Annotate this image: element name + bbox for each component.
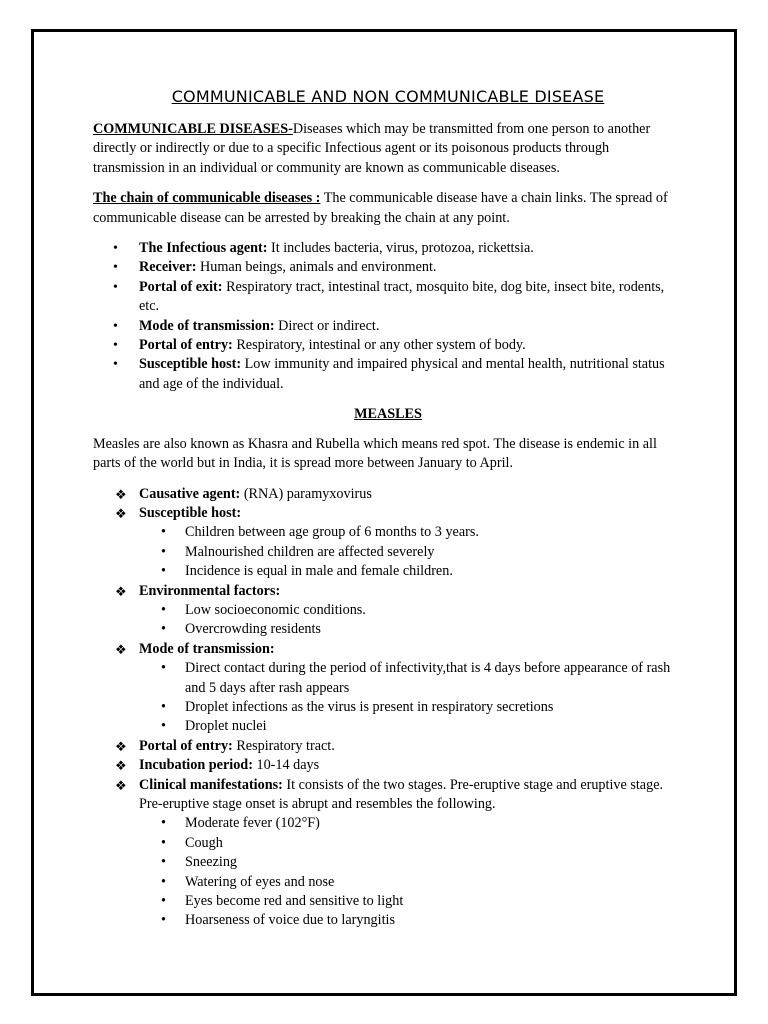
bullet-icon: • bbox=[161, 563, 166, 580]
list-item: ❖ Portal of entry: Respiratory tract. bbox=[93, 737, 683, 756]
intro-term: COMMUNICABLE DISEASES- bbox=[93, 121, 293, 137]
sub-list-item: • Moderate fever (102°F) bbox=[139, 814, 683, 833]
list-item: ❖ Susceptible host: • Children between age group of 6 months to 3 years. • Malnourished children are affected severely • Incidence is equal in male and female children. bbox=[93, 504, 683, 582]
bullet-icon: • bbox=[161, 698, 166, 715]
bullet-icon: • bbox=[161, 543, 166, 560]
bullet-icon: • bbox=[161, 873, 166, 890]
list-item: • Mode of transmission: Direct or indirect. bbox=[93, 317, 683, 336]
chain-list bbox=[93, 239, 683, 394]
bullet-icon: • bbox=[113, 279, 118, 295]
diamond-bullet-icon: ❖ bbox=[115, 758, 127, 774]
diamond-bullet-icon: ❖ bbox=[115, 583, 127, 599]
sub-list-item: • Malnourished children are affected severely bbox=[139, 543, 683, 562]
sub-list-item: • Incidence is equal in male and female children. bbox=[139, 562, 683, 581]
sub-list bbox=[139, 523, 683, 581]
sub-list-item: • Watering of eyes and nose bbox=[139, 873, 683, 892]
list-item: ❖ Incubation period: 10-14 days bbox=[93, 756, 683, 775]
page-title: COMMUNICABLE AND NON COMMUNICABLE DISEASE bbox=[171, 87, 605, 106]
list-item: • Receiver: Human beings, animals and environment. bbox=[93, 258, 683, 277]
sub-list-item: • Low socioeconomic conditions. bbox=[139, 601, 683, 620]
bullet-icon: • bbox=[161, 601, 166, 618]
diamond-bullet-icon: ❖ bbox=[115, 486, 127, 502]
chain-term: The chain of communicable diseases : bbox=[93, 190, 321, 207]
document-body bbox=[93, 86, 683, 931]
bullet-icon: • bbox=[161, 660, 166, 677]
sub-list-item: • Droplet infections as the virus is present in respiratory secretions bbox=[139, 698, 683, 717]
chain-paragraph bbox=[93, 189, 683, 228]
sub-list-item: • Children between age group of 6 months to 3 years. bbox=[139, 523, 683, 542]
bullet-icon: • bbox=[113, 357, 118, 373]
diamond-bullet-icon: ❖ bbox=[115, 738, 127, 754]
bullet-icon: • bbox=[113, 241, 118, 257]
measles-list bbox=[93, 485, 683, 931]
sub-list bbox=[139, 601, 683, 640]
list-item: • The Infectious agent: It includes bacteria, virus, protozoa, rickettsia. bbox=[93, 239, 683, 258]
diamond-bullet-icon: ❖ bbox=[115, 777, 127, 793]
bullet-icon: • bbox=[161, 621, 166, 638]
sub-list-item: • Direct contact during the period of infectivity,that is 4 days before appearance of rash and 5 days after rash appears bbox=[161, 660, 671, 696]
bullet-icon: • bbox=[161, 718, 166, 735]
intro-text: Diseases which may be transmitted from one person to another directly or indirectly or due to a specific Infectious agent or its poisonous products through transmission in an individual or community are known as communicable diseases. bbox=[93, 121, 651, 176]
bullet-icon: • bbox=[161, 854, 166, 871]
sub-list bbox=[139, 814, 683, 930]
measles-intro: Measles are also known as Khasra and Rubella which means red spot. The disease is endemic in all parts of the world but in India, it is spread more between January to April. bbox=[93, 435, 657, 472]
sub-list-item: • Hoarseness of voice due to laryngitis bbox=[139, 911, 683, 930]
bullet-icon: • bbox=[161, 912, 166, 929]
diamond-bullet-icon: ❖ bbox=[115, 641, 127, 657]
list-item: ❖ Clinical manifestations: It consists of the two stages. Pre-eruptive stage and eruptive stage. Pre-eruptive stage onset is abrupt and resembles the following. • Moderate fever (102°F) • Cough • Sneezing • Watering of eyes and nose • Eyes become red and sensitive to light • Hoarseness of voice due to laryngitis bbox=[93, 776, 683, 931]
sub-list bbox=[139, 659, 683, 737]
chain-text: The communicable disease have a chain links. The spread of communicable disease can be arrested by breaking the chain at any point. bbox=[93, 190, 668, 226]
sub-list-item: • Overcrowding residents bbox=[139, 620, 683, 639]
sub-list-item: • Droplet nuclei bbox=[139, 717, 683, 736]
bullet-icon: • bbox=[113, 318, 118, 334]
bullet-icon: • bbox=[113, 338, 118, 354]
measles-heading: MEASLES bbox=[354, 406, 422, 423]
diamond-bullet-icon: ❖ bbox=[115, 505, 127, 521]
sub-list-item: • Cough bbox=[139, 834, 683, 853]
sub-list-item: • Sneezing bbox=[139, 853, 683, 872]
sub-list-item: • Eyes become red and sensitive to light bbox=[139, 892, 683, 911]
bullet-icon: • bbox=[161, 815, 166, 832]
list-item: • Portal of entry: Respiratory, intestinal or any other system of body. bbox=[93, 336, 683, 355]
bullet-icon: • bbox=[161, 893, 166, 910]
list-item: • Susceptible host: Low immunity and impaired physical and mental health, nutritional status and age of the individual. bbox=[113, 356, 665, 392]
bullet-icon: • bbox=[161, 524, 166, 541]
list-item: • Portal of exit: Respiratory tract, intestinal tract, mosquito bite, dog bite, insect bite, rodents, etc. bbox=[113, 278, 665, 315]
intro-paragraph bbox=[93, 120, 683, 178]
list-item: ❖ Environmental factors: • Low socioeconomic conditions. • Overcrowding residents bbox=[93, 582, 683, 640]
list-item: ❖ Mode of transmission: • Direct contact during the period of infectivity,that is 4 days before appearance of rash and 5 days after rash appears • Droplet infections as the virus is present in respiratory secretions • Droplet nuclei bbox=[93, 640, 683, 737]
list-item: ❖ Causative agent: (RNA) paramyxovirus bbox=[93, 485, 683, 504]
bullet-icon: • bbox=[161, 834, 166, 851]
bullet-icon: • bbox=[113, 260, 118, 276]
